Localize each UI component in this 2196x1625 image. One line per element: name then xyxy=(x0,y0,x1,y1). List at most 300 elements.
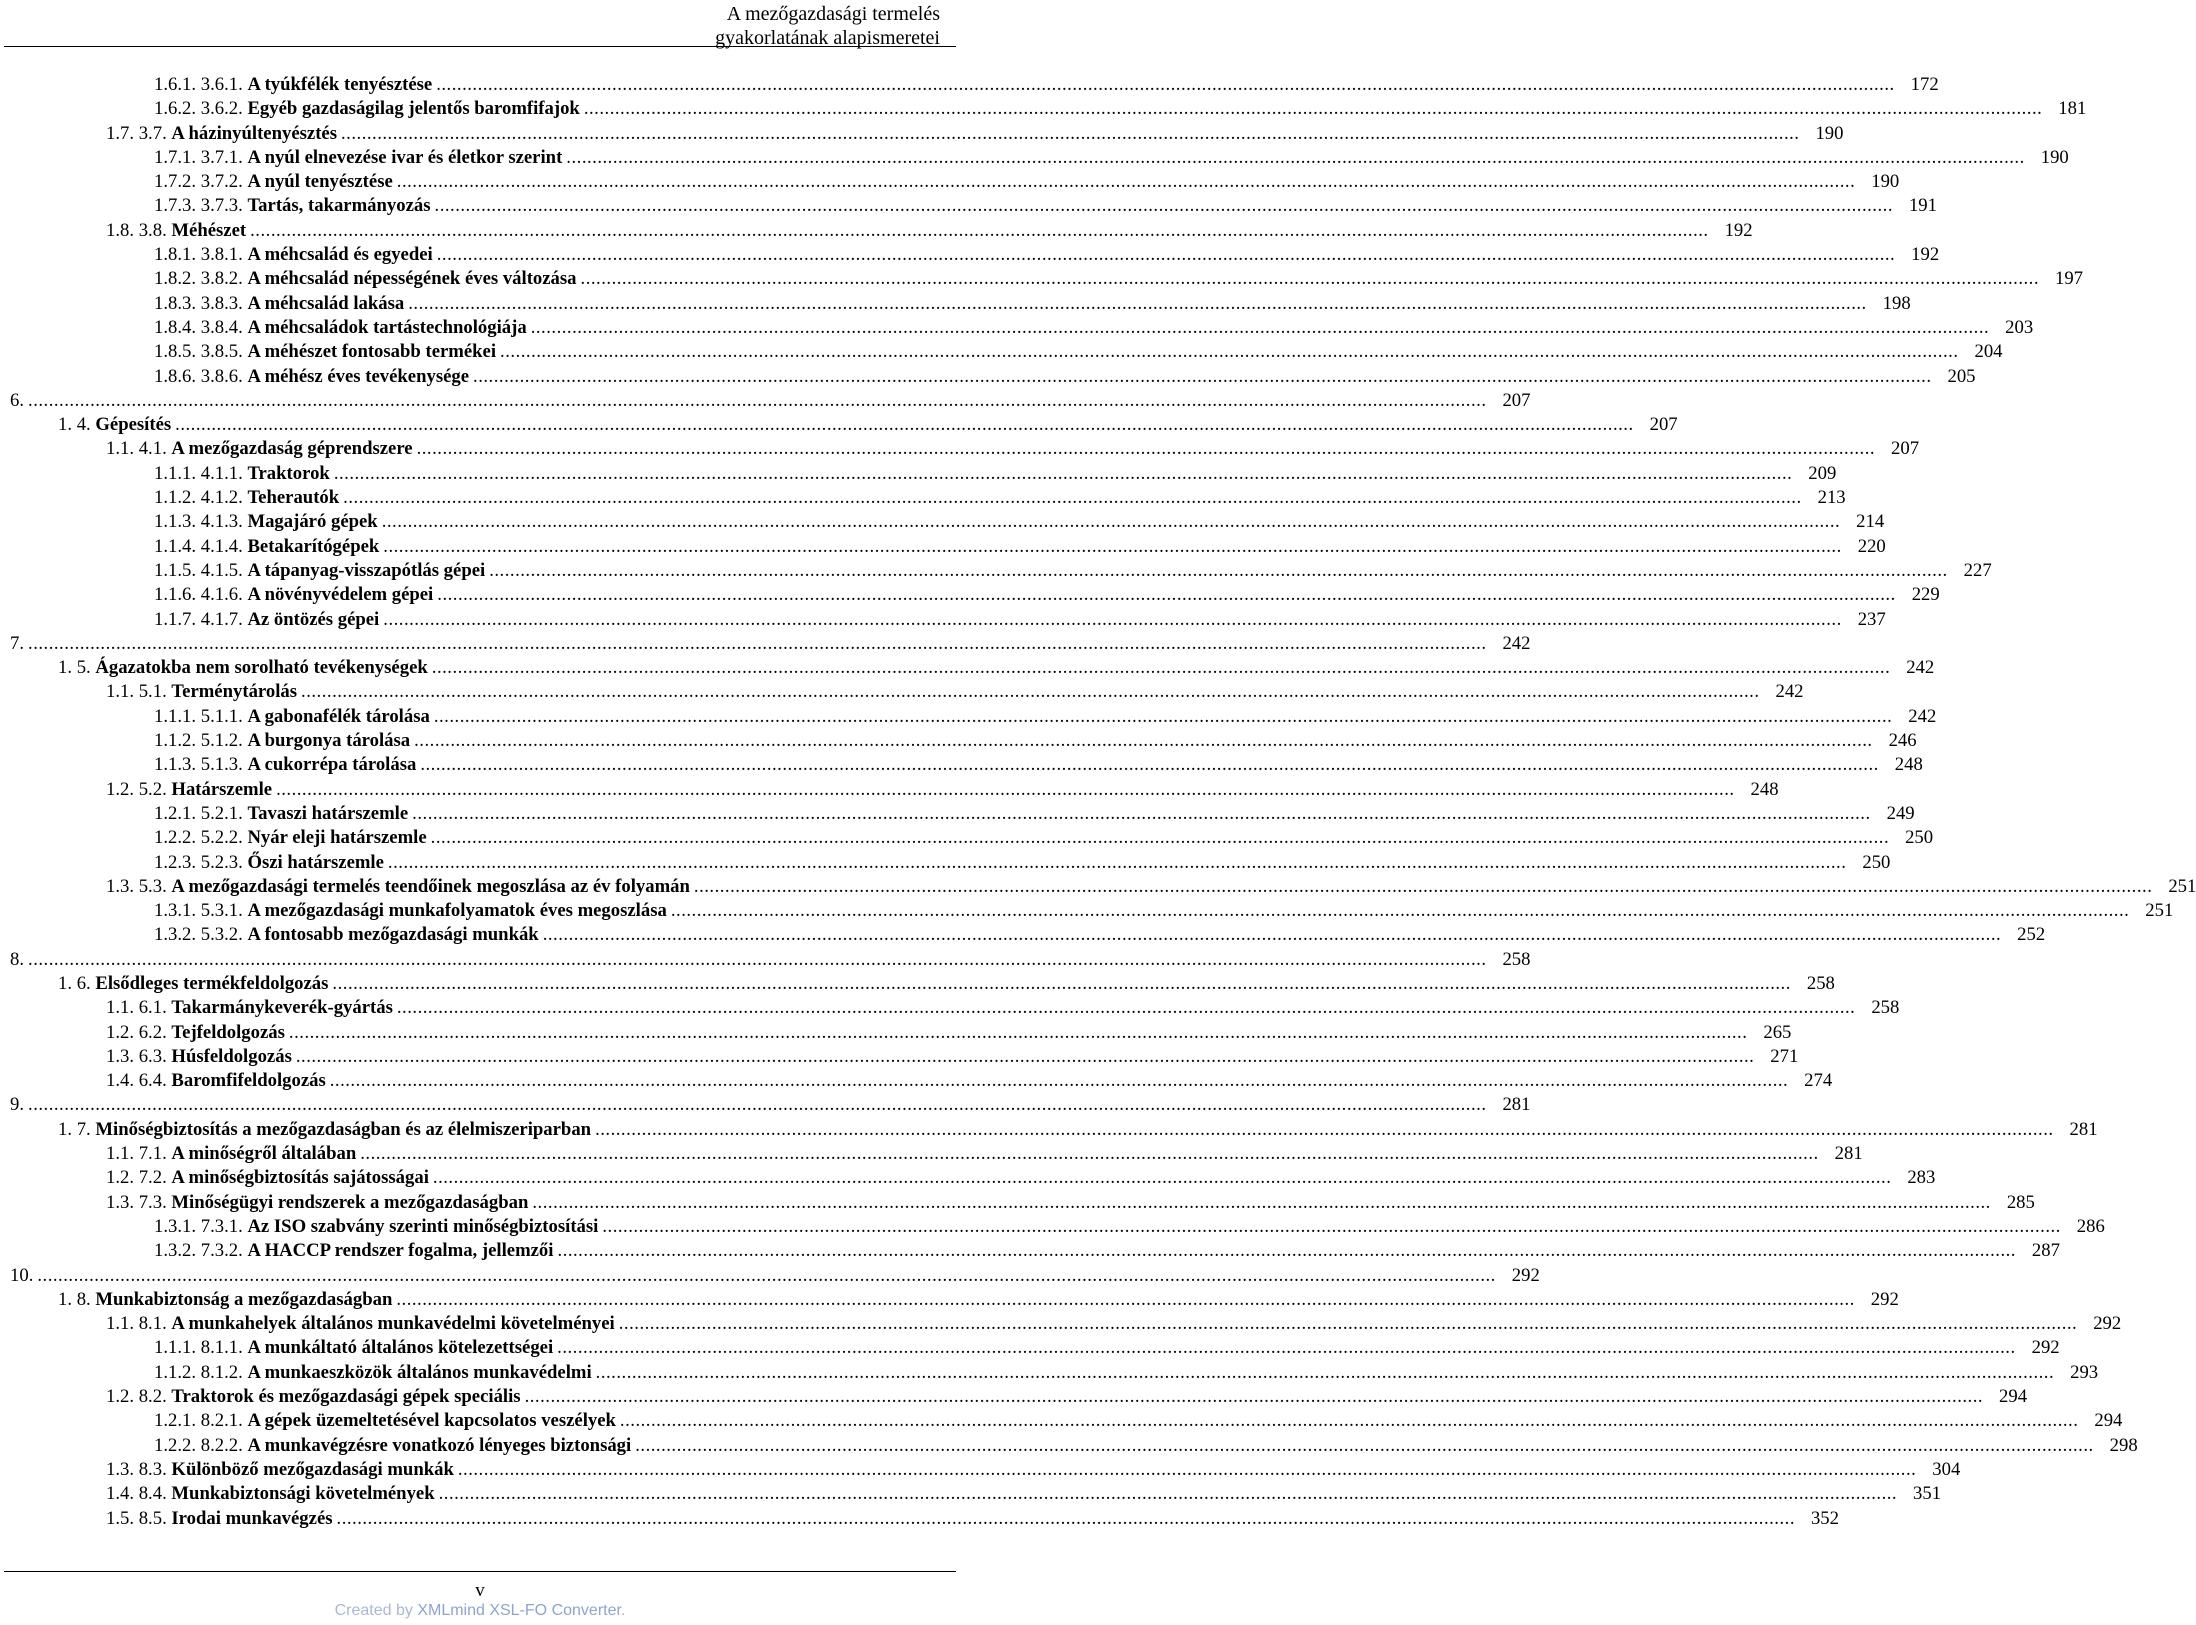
toc-entry-title: A növényvédelem gépei xyxy=(247,584,434,606)
dot-leader xyxy=(557,1337,2015,1359)
toc-entry-page: 227 xyxy=(1963,559,1992,581)
toc-entry-page: 271 xyxy=(1770,1045,1799,1067)
dot-leader xyxy=(557,1240,2015,1262)
toc-entry-page: 283 xyxy=(1907,1167,1936,1189)
toc-entry-page: 242 xyxy=(1906,657,1935,679)
toc-entry-page: 352 xyxy=(1810,1507,1839,1529)
credit-suffix: . xyxy=(620,1602,626,1619)
toc-entry-title: A méhcsaládok tartástechnológiája xyxy=(247,316,527,338)
converter-credit xyxy=(0,1602,960,1620)
toc-entry-page: 237 xyxy=(1857,608,1886,630)
toc-entry[interactable] xyxy=(0,608,1886,633)
toc-entry-title: A munkavégzésre vonatkozó lényeges biztonsági xyxy=(247,1434,632,1456)
toc-entry-page: 286 xyxy=(2076,1215,2105,1237)
dot-leader xyxy=(436,74,1894,96)
toc-entry-page: 190 xyxy=(1815,122,1844,144)
toc-entry-text xyxy=(106,1046,292,1068)
toc-entry[interactable] xyxy=(0,559,1992,584)
credit-brand-link[interactable]: XMLmind XSL-FO Converter xyxy=(417,1602,621,1619)
toc-entry-number: 1.1.2. 8.1.2. xyxy=(154,1361,243,1383)
dot-leader xyxy=(584,98,2042,120)
toc-entry-title: Méhészet xyxy=(171,219,247,241)
toc-entry[interactable] xyxy=(0,681,1804,705)
dot-leader xyxy=(581,268,2039,290)
dot-leader xyxy=(175,414,1633,436)
toc-entry-page: 298 xyxy=(2109,1434,2138,1456)
toc-entry-title: A méhcsalád és egyedei xyxy=(247,244,433,266)
toc-entry-page: 258 xyxy=(1871,997,1900,1019)
toc-entry-text xyxy=(154,341,496,363)
toc-entry[interactable] xyxy=(0,778,1779,803)
toc-entry-title: A méhészet fontosabb termékei xyxy=(247,341,497,363)
toc-entry[interactable] xyxy=(0,1458,1961,1483)
toc-entry-number: 1. 6. xyxy=(58,972,91,994)
toc-entry-text xyxy=(106,1386,521,1408)
dot-leader xyxy=(296,1046,1754,1068)
toc-entry[interactable] xyxy=(0,1361,2099,1386)
toc-entry-number: 1.1. 4.1. xyxy=(106,438,167,460)
toc-entry-title: A méhcsalád lakása xyxy=(247,292,405,314)
toc-entry-text xyxy=(154,366,469,388)
toc-entry-number: 1.2.1. 8.2.1. xyxy=(154,1410,243,1432)
toc-entry-text xyxy=(154,171,393,193)
toc-entry-page: 281 xyxy=(1834,1143,1863,1165)
toc-entry-text xyxy=(106,1143,356,1165)
toc-entry-title: A tápanyag-visszapótlás gépei xyxy=(247,559,486,581)
toc-entry-text xyxy=(106,1313,615,1335)
toc-entry-page: 292 xyxy=(2093,1313,2122,1335)
toc-entry-title: Traktorok xyxy=(247,462,330,484)
toc-entry-title: Tejfeldolgozás xyxy=(171,1021,285,1043)
toc-entry-page: 242 xyxy=(1908,705,1937,727)
toc-entry-number: 1.6.2. 3.6.2. xyxy=(154,98,243,120)
toc-entry[interactable] xyxy=(0,1143,1863,1167)
toc-entry-page: 281 xyxy=(2069,1118,2098,1140)
table-of-contents xyxy=(0,74,2196,1532)
toc-entry-number: 1.3.1. 5.3.1. xyxy=(154,900,243,922)
toc-entry-page: 197 xyxy=(2054,268,2083,290)
toc-entry-page: 246 xyxy=(1888,730,1917,752)
toc-entry-number: 1.1.3. 4.1.3. xyxy=(154,511,243,533)
toc-entry-text xyxy=(154,584,433,606)
toc-entry[interactable] xyxy=(0,754,1923,778)
dot-leader xyxy=(437,584,1895,606)
toc-entry-text xyxy=(154,268,577,290)
toc-entry-number: 1.2. 6.2. xyxy=(106,1021,167,1043)
dot-leader xyxy=(289,1022,1747,1044)
dot-leader xyxy=(525,1386,1983,1408)
toc-entry[interactable] xyxy=(0,292,1911,317)
toc-entry-title: Teherautók xyxy=(247,487,340,509)
toc-entry-page: 190 xyxy=(2040,146,2069,168)
dot-leader xyxy=(531,317,1989,339)
toc-entry-page: 285 xyxy=(2006,1191,2035,1213)
dot-leader xyxy=(250,220,1708,242)
toc-entry-number: 1.8.1. 3.8.1. xyxy=(154,244,243,266)
toc-entry[interactable] xyxy=(0,1215,2105,1240)
toc-entry[interactable] xyxy=(0,98,2087,122)
toc-entry-text xyxy=(154,924,539,946)
toc-entry-text xyxy=(10,949,24,971)
toc-entry-number: 1. 5. xyxy=(58,657,91,679)
toc-entry-page: 209 xyxy=(1808,462,1837,484)
toc-entry-number: 1.1.1. 4.1.1. xyxy=(154,462,243,484)
toc-entry-page: 192 xyxy=(1724,219,1753,241)
toc-entry[interactable] xyxy=(0,875,2196,900)
toc-entry-title: A minőségről általában xyxy=(171,1143,357,1165)
toc-entry-title: A házinyúltenyésztés xyxy=(171,122,337,144)
toc-entry-number: 1.2.2. 8.2.2. xyxy=(154,1434,243,1456)
toc-entry-title: A tyúkfélék tenyésztése xyxy=(247,74,433,95)
toc-entry[interactable] xyxy=(0,487,1846,511)
toc-entry-title: Terménytárolás xyxy=(171,681,298,703)
toc-entry-text xyxy=(154,803,408,825)
dot-leader xyxy=(383,609,1841,631)
toc-entry[interactable] xyxy=(0,122,1844,147)
toc-entry-title: A fontosabb mezőgazdasági munkák xyxy=(247,924,539,946)
toc-entry-number: 1.1.2. 4.1.2. xyxy=(154,487,243,509)
toc-entry-text xyxy=(106,1022,285,1044)
toc-entry-text xyxy=(154,536,379,558)
toc-entry[interactable] xyxy=(0,924,2046,948)
toc-entry-page: 304 xyxy=(1932,1458,1961,1480)
toc-entry-title: Tavaszi határszemle xyxy=(247,802,409,824)
toc-entry-text xyxy=(106,1459,454,1481)
toc-entry-text xyxy=(106,876,690,898)
toc-entry[interactable] xyxy=(0,389,1531,414)
dot-leader xyxy=(28,633,1486,655)
dot-leader xyxy=(28,949,1486,971)
toc-entry-page: 250 xyxy=(1862,851,1891,873)
toc-entry[interactable] xyxy=(0,1070,1833,1094)
toc-entry[interactable] xyxy=(0,1118,2098,1143)
dot-leader xyxy=(332,973,1790,995)
dot-leader xyxy=(420,754,1878,776)
toc-entry-title: Nyár eleji határszemle xyxy=(247,827,427,849)
toc-entry-title: A munkaeszközök általános munkavédelmi xyxy=(247,1361,592,1383)
dot-leader xyxy=(341,123,1799,145)
dot-leader xyxy=(343,487,1801,509)
toc-entry[interactable] xyxy=(0,657,1935,681)
toc-entry-page: 258 xyxy=(1806,972,1835,994)
toc-entry[interactable] xyxy=(0,535,1886,560)
toc-entry-text xyxy=(154,609,379,631)
dot-leader xyxy=(28,1094,1486,1116)
toc-entry-text xyxy=(154,1240,553,1262)
toc-entry-text xyxy=(10,1265,33,1287)
dot-leader xyxy=(435,195,1893,217)
toc-entry-page: 203 xyxy=(2005,316,2034,338)
toc-entry-number: 1.5. 8.5. xyxy=(106,1507,167,1529)
toc-entry-page: 249 xyxy=(1886,802,1915,824)
toc-entry[interactable] xyxy=(0,1191,2035,1216)
toc-entry-title: Határszemle xyxy=(171,778,273,800)
toc-entry-text xyxy=(154,463,330,485)
toc-entry[interactable] xyxy=(0,972,1835,997)
toc-entry-text xyxy=(154,827,427,849)
toc-entry-text xyxy=(154,147,562,169)
toc-entry-title: A cukorrépa tárolása xyxy=(247,754,417,776)
toc-entry-number: 1.7.1. 3.7.1. xyxy=(154,146,243,168)
toc-entry-number: 1.3.2. 5.3.2. xyxy=(154,924,243,946)
toc-entry[interactable] xyxy=(0,244,1940,268)
toc-entry-number: 1. 8. xyxy=(58,1288,91,1310)
dot-leader xyxy=(276,779,1734,801)
toc-entry-number: 1. 7. xyxy=(58,1118,91,1140)
toc-entry-title: Elsődleges termékfeldolgozás xyxy=(95,972,329,994)
toc-entry[interactable] xyxy=(0,851,1891,876)
toc-entry[interactable] xyxy=(0,414,1678,438)
toc-entry-number: 1.1. 8.1. xyxy=(106,1313,167,1335)
toc-entry-title: Minőségügyi rendszerek a mezőgazdaságban xyxy=(171,1191,529,1213)
toc-entry[interactable] xyxy=(0,438,1920,462)
toc-entry-number: 1.2.2. 5.2.2. xyxy=(154,827,243,849)
toc-entry-number: 1.1.5. 4.1.5. xyxy=(154,559,243,581)
toc-entry-text xyxy=(154,244,433,266)
dot-leader xyxy=(417,438,1875,460)
toc-entry-number: 1.2. 7.2. xyxy=(106,1167,167,1189)
dot-leader xyxy=(532,1192,1990,1214)
toc-entry-number: 1.3. 5.3. xyxy=(106,875,167,897)
footer-rule xyxy=(4,1571,956,1572)
toc-entry-text xyxy=(10,1094,24,1116)
dot-leader xyxy=(433,1167,1891,1189)
toc-entry-page: 190 xyxy=(1871,171,1900,193)
toc-entry-number: 1.1.7. 4.1.7. xyxy=(154,608,243,630)
toc-entry-page: 293 xyxy=(2070,1361,2099,1383)
toc-entry-title: Tartás, takarmányozás xyxy=(247,195,431,217)
credit-prefix: Created by xyxy=(334,1602,418,1619)
toc-entry-number: 1.2.3. 5.2.3. xyxy=(154,851,243,873)
toc-entry[interactable] xyxy=(0,1288,1899,1313)
dot-leader xyxy=(414,730,1872,752)
toc-entry-number: 1.3. 7.3. xyxy=(106,1191,167,1213)
toc-entry-title: Ágazatokba nem sorolható tevékenységek xyxy=(95,657,428,679)
toc-entry-text xyxy=(10,390,24,412)
toc-entry[interactable] xyxy=(0,997,1900,1021)
dot-leader xyxy=(602,1216,2060,1238)
toc-entry-title: Húsfeldolgozás xyxy=(171,1045,292,1067)
page-number: v xyxy=(475,1580,485,1601)
toc-entry-page: 192 xyxy=(1911,244,1940,266)
toc-entry-text xyxy=(106,1483,435,1505)
toc-entry[interactable] xyxy=(0,1483,1942,1507)
toc-entry-number: 1.4. 8.4. xyxy=(106,1483,167,1505)
toc-entry-text xyxy=(154,900,667,922)
dot-leader xyxy=(596,1362,2054,1384)
dot-leader xyxy=(396,1289,1854,1311)
toc-entry[interactable] xyxy=(0,74,1939,98)
toc-entry-title: A méhész éves tevékenysége xyxy=(247,365,470,387)
toc-entry[interactable] xyxy=(0,827,1934,851)
dot-leader xyxy=(37,1265,1495,1287)
toc-entry-page: 205 xyxy=(1947,365,1976,387)
toc-entry-title: Betakarítógépek xyxy=(247,535,380,557)
dot-leader xyxy=(437,244,1895,266)
running-header xyxy=(340,0,940,50)
toc-entry[interactable] xyxy=(0,948,1531,973)
toc-entry[interactable] xyxy=(0,365,1976,390)
toc-entry-text xyxy=(154,560,485,582)
toc-entry-title: A méhcsalád népességének éves változása xyxy=(247,268,577,290)
toc-entry[interactable] xyxy=(0,1337,2060,1361)
toc-entry-page: 181 xyxy=(2058,98,2087,120)
dot-leader xyxy=(334,463,1792,485)
toc-entry-page: 207 xyxy=(1502,389,1531,411)
toc-entry-page: 207 xyxy=(1649,414,1678,436)
toc-entry-number: 7. xyxy=(10,632,25,654)
toc-entry-title: Munkabiztonsági követelmények xyxy=(171,1483,435,1505)
toc-entry-text xyxy=(154,730,410,752)
toc-entry[interactable] xyxy=(0,1313,2122,1337)
toc-entry-number: 1.8.6. 3.8.6. xyxy=(154,365,243,387)
dot-leader xyxy=(439,1483,1897,1505)
toc-entry-page: 252 xyxy=(2017,924,2046,946)
toc-entry[interactable] xyxy=(0,1386,2028,1410)
toc-entry-text xyxy=(58,657,428,679)
toc-entry-page: 229 xyxy=(1911,584,1940,606)
toc-entry-title: Különböző mezőgazdasági munkák xyxy=(171,1458,454,1480)
dot-leader xyxy=(412,803,1870,825)
toc-entry-number: 1.7. 3.7. xyxy=(106,122,167,144)
toc-entry[interactable] xyxy=(0,1167,1936,1191)
toc-entry-page: 287 xyxy=(2031,1240,2060,1262)
toc-entry-number: 1.7.3. 3.7.3. xyxy=(154,195,243,217)
toc-entry[interactable] xyxy=(0,171,1900,195)
dot-leader xyxy=(28,390,1486,412)
toc-entry-page: 242 xyxy=(1502,632,1531,654)
dot-leader xyxy=(397,171,1855,193)
toc-entry-page: 250 xyxy=(1905,827,1934,849)
toc-entry-number: 1.1.2. 5.1.2. xyxy=(154,730,243,752)
dot-leader xyxy=(694,876,2152,898)
toc-entry[interactable] xyxy=(0,730,1917,754)
toc-entry-title: A munkáltató általános kötelezettségei xyxy=(247,1337,554,1359)
dot-leader xyxy=(473,366,1931,388)
toc-entry-text xyxy=(106,1192,528,1214)
toc-entry-page: 248 xyxy=(1750,778,1779,800)
toc-entry[interactable] xyxy=(0,219,1753,244)
toc-entry-title: A mezőgazdasági munkafolyamatok éves megoszlása xyxy=(247,900,667,922)
toc-entry-text xyxy=(58,973,328,995)
toc-entry-title: Őszi határszemle xyxy=(247,851,384,873)
toc-entry-title: Egyéb gazdaságilag jelentős baromfifajok xyxy=(247,98,580,120)
toc-entry-page: 172 xyxy=(1910,74,1939,95)
toc-entry-number: 1.8.4. 3.8.4. xyxy=(154,316,243,338)
toc-entry[interactable] xyxy=(0,1410,2123,1434)
toc-entry-number: 6. xyxy=(10,389,25,411)
toc-entry-text xyxy=(106,1070,326,1092)
toc-entry-title: A HACCP rendszer fogalma, jellemzői xyxy=(247,1240,554,1262)
toc-entry-text xyxy=(10,633,24,655)
toc-entry-text xyxy=(154,317,527,339)
toc-entry-title: A mezőgazdaság géprendszere xyxy=(171,438,413,460)
toc-entry[interactable] xyxy=(0,584,1940,608)
toc-entry[interactable] xyxy=(0,341,2003,365)
dot-leader xyxy=(383,536,1841,558)
toc-entry-title: Irodai munkavégzés xyxy=(171,1507,333,1529)
toc-entry-text xyxy=(58,414,171,436)
toc-entry-text xyxy=(106,123,337,145)
toc-entry-page: 191 xyxy=(1908,195,1937,217)
toc-entry[interactable] xyxy=(0,1021,1792,1046)
toc-entry-title: A burgonya tárolása xyxy=(247,730,411,752)
toc-entry-page: 265 xyxy=(1763,1021,1792,1043)
toc-entry[interactable] xyxy=(0,632,1531,657)
dot-leader xyxy=(671,900,2129,922)
toc-entry[interactable] xyxy=(0,1240,2060,1264)
dot-leader xyxy=(434,706,1892,728)
toc-entry-page: 292 xyxy=(2031,1337,2060,1359)
toc-entry-number: 1.1. 6.1. xyxy=(106,997,167,1019)
toc-entry-page: 274 xyxy=(1804,1070,1833,1092)
toc-entry-title: A munkahelyek általános munkavédelmi követelményei xyxy=(171,1313,615,1335)
toc-entry[interactable] xyxy=(0,1045,1799,1070)
toc-entry-text xyxy=(154,195,431,217)
toc-entry-number: 1.1.4. 4.1.4. xyxy=(154,535,243,557)
dot-leader xyxy=(337,1508,1795,1530)
toc-entry-title: Munkabiztonság a mezőgazdaságban xyxy=(95,1288,393,1310)
toc-entry[interactable] xyxy=(0,146,2069,171)
toc-entry[interactable] xyxy=(0,1507,1839,1532)
dot-leader xyxy=(382,511,1840,533)
toc-entry-number: 1.7.2. 3.7.2. xyxy=(154,171,243,193)
toc-entry-page: 251 xyxy=(2168,875,2196,897)
toc-entry[interactable] xyxy=(0,705,1937,730)
toc-entry[interactable] xyxy=(0,462,1837,487)
toc-entry[interactable] xyxy=(0,195,1937,219)
toc-entry-number: 1.1. 7.1. xyxy=(106,1143,167,1165)
toc-entry-page: 292 xyxy=(1511,1264,1540,1286)
toc-entry-title: A mezőgazdasági termelés teendőinek megoszlása az év folyamán xyxy=(171,875,690,897)
toc-entry-page: 292 xyxy=(1870,1288,1899,1310)
toc-entry[interactable] xyxy=(0,1264,1540,1289)
toc-entry-title: A minőségbiztosítás sajátosságai xyxy=(171,1167,429,1189)
dot-leader xyxy=(330,1070,1788,1092)
toc-entry-number: 1.3. 6.3. xyxy=(106,1045,167,1067)
toc-entry-page: 281 xyxy=(1502,1094,1531,1116)
dot-leader xyxy=(635,1435,2093,1457)
toc-entry[interactable] xyxy=(0,316,2034,341)
dot-leader xyxy=(619,1313,2077,1335)
toc-entry-text xyxy=(58,1119,591,1141)
toc-entry-title: A nyúl elnevezése ivar és életkor szerint xyxy=(247,146,563,168)
toc-entry-number: 1.8.2. 3.8.2. xyxy=(154,268,243,290)
toc-entry-page: 248 xyxy=(1894,754,1923,776)
toc-entry-title: Az ISO szabvány szerinti minőségbiztosítási xyxy=(247,1215,599,1237)
toc-entry-number: 1.1.3. 5.1.3. xyxy=(154,754,243,776)
dot-leader xyxy=(543,924,2001,946)
toc-entry[interactable] xyxy=(0,900,2174,924)
toc-entry-title: Takarmánykeverék-gyártás xyxy=(171,997,393,1019)
toc-entry-page: 258 xyxy=(1502,948,1531,970)
toc-entry-title: Baromfifeldolgozás xyxy=(171,1070,326,1092)
toc-entry-number: 1.3.1. 7.3.1. xyxy=(154,1215,243,1237)
toc-entry-number: 1.3.2. 7.3.2. xyxy=(154,1240,243,1262)
toc-entry-title: Az öntözés gépei xyxy=(247,608,380,630)
toc-entry-text xyxy=(106,779,272,801)
toc-entry[interactable] xyxy=(0,268,2083,292)
toc-entry[interactable] xyxy=(0,1434,2138,1459)
toc-entry[interactable] xyxy=(0,511,1885,535)
dot-leader xyxy=(408,293,1866,315)
toc-entry-title: Traktorok és mezőgazdasági gépek speciális xyxy=(171,1386,521,1408)
dot-leader xyxy=(432,657,1890,679)
toc-entry-page: 351 xyxy=(1913,1483,1942,1505)
toc-entry[interactable] xyxy=(0,1094,1531,1118)
toc-entry-title: A gabonafélék tárolása xyxy=(247,705,430,727)
toc-entry[interactable] xyxy=(0,802,1915,827)
